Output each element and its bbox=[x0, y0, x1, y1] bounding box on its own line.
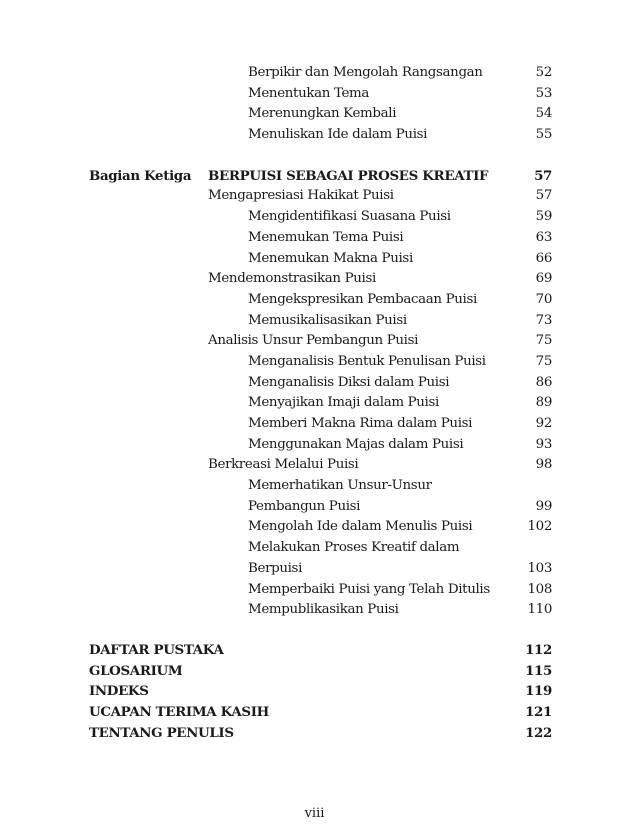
toc-entry-title: Menemukan Makna Puisi bbox=[248, 250, 413, 266]
part-label: Bagian Ketiga bbox=[89, 167, 192, 184]
toc-entry-page: 53 bbox=[535, 85, 552, 101]
dot-leader bbox=[400, 612, 527, 613]
toc-entry-line1[interactable] bbox=[89, 538, 552, 559]
toc-entry-title: TENTANG PENULIS bbox=[89, 724, 234, 741]
dot-leader bbox=[489, 179, 533, 180]
toc-entry-title: Menentukan Tema bbox=[248, 85, 370, 101]
toc-entry-title-line1: Memerhatikan Unsur-Unsur bbox=[248, 478, 432, 494]
toc-entry[interactable] bbox=[89, 290, 552, 311]
dot-leader bbox=[484, 75, 535, 76]
toc-entry[interactable] bbox=[89, 104, 552, 125]
toc-entry-title: Menggunakan Majas dalam Puisi bbox=[248, 436, 464, 452]
dot-leader bbox=[359, 467, 534, 468]
toc-entry-page: 59 bbox=[535, 209, 552, 225]
toc-entry-title: Memusikalisasikan Puisi bbox=[248, 312, 407, 328]
toc-entry-page: 110 bbox=[527, 602, 552, 618]
toc-entry-title: Menemukan Tema Puisi bbox=[248, 229, 404, 245]
toc-entry[interactable] bbox=[89, 497, 552, 518]
toc-entry[interactable] bbox=[89, 228, 552, 249]
part-title: BERPUISI SEBAGAI PROSES KREATIF bbox=[208, 167, 489, 184]
dot-leader bbox=[361, 509, 535, 510]
toc-entry[interactable] bbox=[89, 186, 552, 207]
toc-entry-title: Mengolah Ide dalam Menulis Puisi bbox=[248, 519, 473, 535]
toc-entry-title: Mengekspresikan Pembacaan Puisi bbox=[248, 291, 477, 307]
toc-entry[interactable] bbox=[89, 249, 552, 270]
toc-entry-page: 75 bbox=[535, 353, 552, 369]
toc-entry-title: Berpikir dan Mengolah Rangsangan bbox=[248, 65, 483, 80]
toc-entry-page: 99 bbox=[535, 498, 552, 514]
toc-entry-page: 98 bbox=[535, 457, 552, 473]
toc-entry-page: 112 bbox=[525, 641, 552, 658]
toc-back-matter-entry[interactable] bbox=[89, 702, 552, 723]
toc-entry-page: 122 bbox=[525, 724, 552, 741]
toc-entry-title: Menuliskan Ide dalam Puisi bbox=[248, 127, 428, 143]
dot-leader bbox=[487, 364, 535, 365]
toc-entry-title: UCAPAN TERIMA KASIH bbox=[89, 703, 269, 720]
toc-back-matter-entry[interactable] bbox=[89, 723, 552, 744]
dot-leader bbox=[473, 426, 535, 427]
toc-entry[interactable] bbox=[89, 84, 552, 105]
dot-leader bbox=[473, 529, 526, 530]
toc-entry[interactable] bbox=[89, 352, 552, 373]
page-number: viii bbox=[304, 806, 325, 821]
dot-leader bbox=[395, 198, 535, 199]
toc-entry-title: Mengidentifikasi Suasana Puisi bbox=[248, 209, 451, 225]
toc-entry-page: 119 bbox=[525, 683, 552, 700]
toc-entry-title: Memberi Makna Rima dalam Puisi bbox=[248, 416, 473, 431]
toc-entry-page: 57 bbox=[535, 188, 552, 204]
dot-leader bbox=[235, 736, 524, 737]
toc-entry-page: 89 bbox=[535, 395, 552, 411]
toc-entry-title: Berkreasi Melalui Puisi bbox=[208, 457, 359, 473]
toc-entry[interactable] bbox=[89, 125, 552, 146]
dot-leader bbox=[370, 96, 535, 97]
toc-entry[interactable] bbox=[89, 331, 552, 352]
toc-entry-title: Pembangun Puisi bbox=[248, 498, 361, 514]
toc-entry-title: Analisis Unsur Pembangun Puisi bbox=[208, 333, 419, 349]
toc-entry-title: Memperbaiki Puisi yang Telah Ditulis bbox=[248, 581, 490, 597]
toc-entry-title: Mengapresiasi Hakikat Puisi bbox=[208, 188, 394, 204]
dot-leader bbox=[150, 694, 525, 695]
toc-entry-page: 70 bbox=[535, 291, 552, 307]
toc-entry-page: 66 bbox=[535, 250, 552, 266]
toc-entry-title: Menganalisis Diksi dalam Puisi bbox=[248, 374, 450, 390]
dot-leader bbox=[377, 281, 535, 282]
dot-leader bbox=[419, 343, 535, 344]
toc-entry-title: GLOSARIUM bbox=[89, 662, 183, 679]
toc-part-heading[interactable] bbox=[89, 166, 552, 187]
toc-entry-page: 75 bbox=[535, 333, 552, 349]
dot-leader bbox=[440, 405, 535, 406]
toc-entry-page: 69 bbox=[535, 271, 552, 287]
dot-leader bbox=[414, 261, 535, 262]
dot-leader bbox=[450, 385, 534, 386]
toc-entry-page: 52 bbox=[535, 65, 552, 80]
toc-entry-page: 108 bbox=[527, 581, 552, 597]
dot-leader bbox=[183, 674, 524, 675]
toc-entry-page: 54 bbox=[535, 106, 552, 122]
dot-leader bbox=[303, 571, 526, 572]
dot-leader bbox=[270, 715, 524, 716]
toc-entry[interactable] bbox=[89, 559, 552, 580]
toc-entry[interactable] bbox=[89, 63, 552, 84]
toc-entry-page: 73 bbox=[535, 312, 552, 328]
table-of-contents bbox=[89, 63, 552, 743]
dot-leader bbox=[491, 592, 527, 593]
toc-entry-title: Berpuisi bbox=[248, 560, 302, 576]
toc-entry-title: Mempublikasikan Puisi bbox=[248, 602, 399, 618]
dot-leader bbox=[397, 116, 535, 117]
toc-entry-page: 93 bbox=[535, 436, 552, 452]
toc-entry-title: INDEKS bbox=[89, 683, 149, 700]
toc-entry-page: 103 bbox=[527, 560, 552, 576]
toc-entry-page: 55 bbox=[535, 127, 552, 143]
toc-entry-title: DAFTAR PUSTAKA bbox=[89, 641, 224, 658]
toc-entry-page: 115 bbox=[525, 662, 552, 679]
toc-entry-page: 121 bbox=[525, 703, 552, 720]
toc-entry[interactable] bbox=[89, 580, 552, 601]
toc-back-matter-entry[interactable] bbox=[89, 640, 552, 661]
toc-entry[interactable] bbox=[89, 373, 552, 394]
part-page: 57 bbox=[534, 167, 552, 184]
dot-leader bbox=[478, 302, 535, 303]
dot-leader bbox=[428, 137, 535, 138]
toc-back-matter-entry[interactable] bbox=[89, 681, 552, 702]
dot-leader bbox=[452, 219, 535, 220]
toc-entry-title: Mendemonstrasikan Puisi bbox=[208, 271, 376, 287]
toc-entry-page: 86 bbox=[535, 374, 552, 390]
toc-entry-line1[interactable] bbox=[89, 476, 552, 497]
spacer bbox=[89, 146, 552, 166]
toc-entry-page: 92 bbox=[535, 416, 552, 431]
toc-entry-title: Merenungkan Kembali bbox=[248, 106, 397, 122]
toc-entry[interactable] bbox=[89, 393, 552, 414]
dot-leader bbox=[404, 240, 534, 241]
toc-entry[interactable] bbox=[89, 600, 552, 621]
toc-entry[interactable] bbox=[89, 517, 552, 538]
dot-leader bbox=[408, 323, 535, 324]
toc-entry[interactable] bbox=[89, 311, 552, 332]
dot-leader bbox=[225, 653, 525, 654]
toc-entry-page: 63 bbox=[535, 229, 552, 245]
toc-back-matter-entry[interactable] bbox=[89, 661, 552, 682]
toc-entry[interactable] bbox=[89, 435, 552, 456]
toc-entry[interactable] bbox=[89, 207, 552, 228]
spacer bbox=[89, 621, 552, 640]
toc-entry-title-line1: Melakukan Proses Kreatif dalam bbox=[248, 540, 460, 556]
toc-entry[interactable] bbox=[89, 269, 552, 290]
dot-leader bbox=[464, 447, 534, 448]
toc-entry-title: Menganalisis Bentuk Penulisan Puisi bbox=[248, 353, 486, 369]
toc-entry-title: Menyajikan Imaji dalam Puisi bbox=[248, 395, 439, 411]
toc-entry[interactable] bbox=[89, 455, 552, 476]
toc-entry[interactable] bbox=[89, 414, 552, 435]
toc-entry-page: 102 bbox=[527, 519, 552, 535]
